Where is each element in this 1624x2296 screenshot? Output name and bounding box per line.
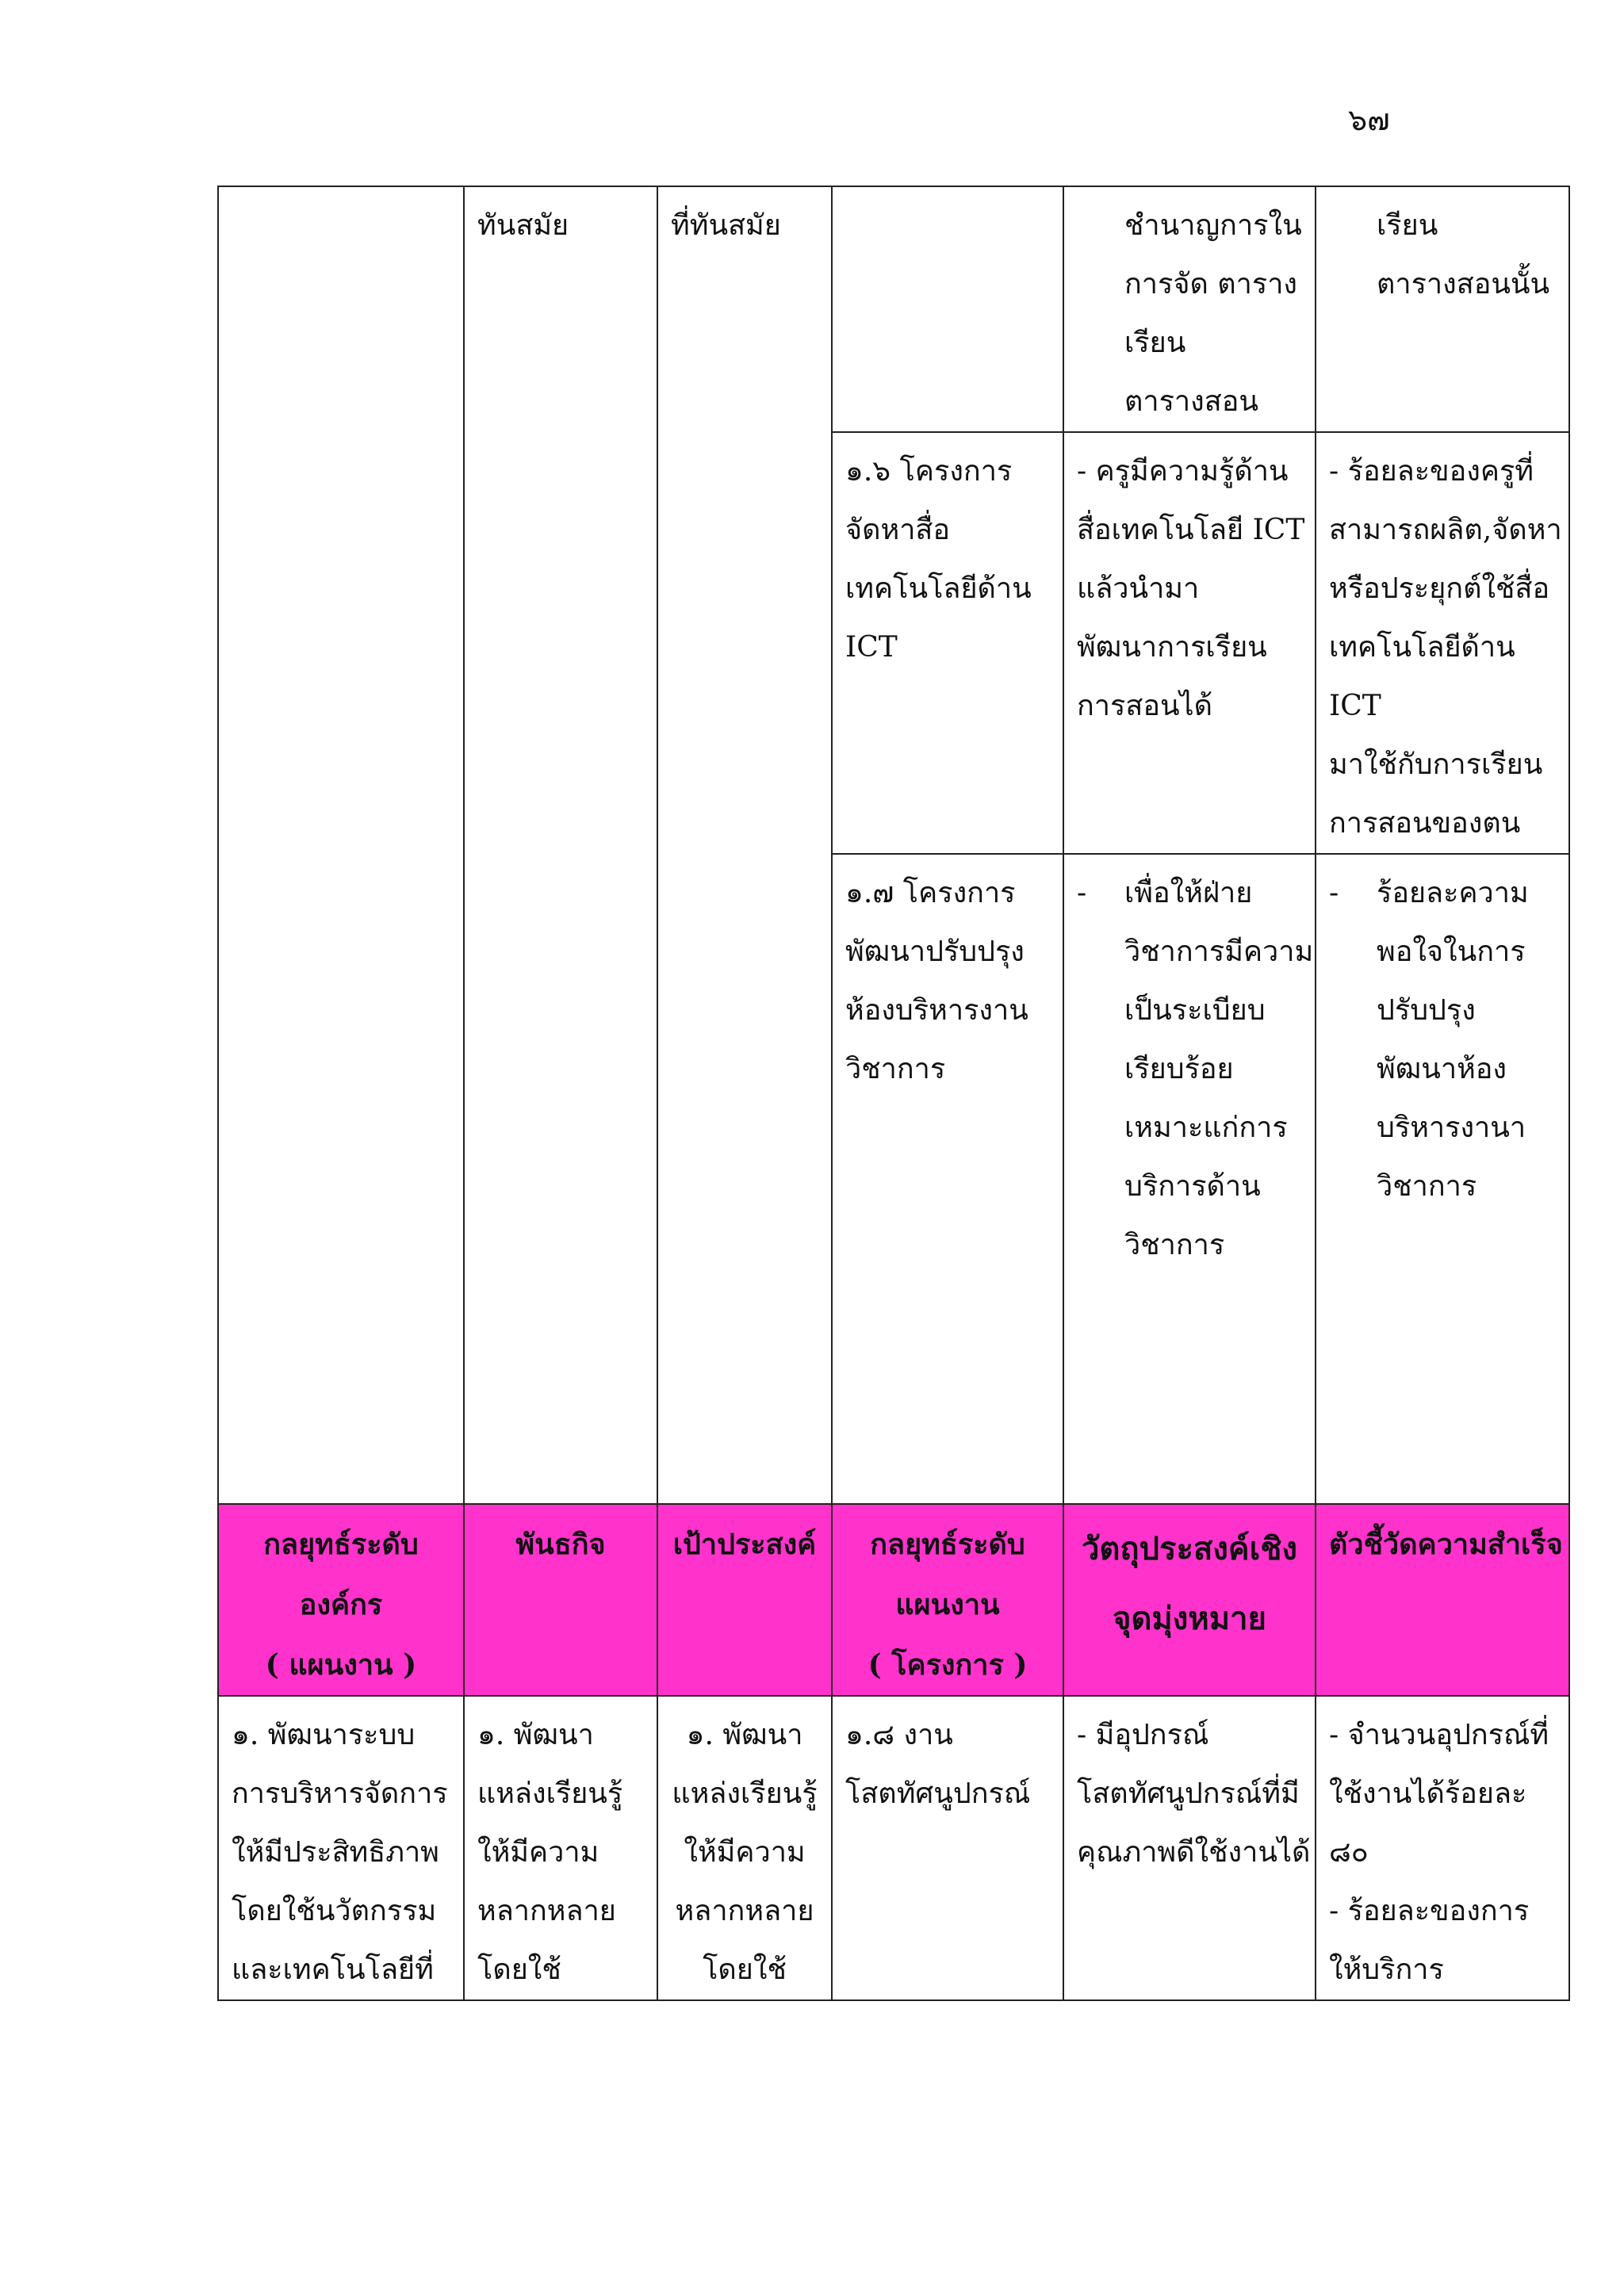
text-line: และเทคโนโลยีที่ <box>232 1954 434 1986</box>
text-line: วิชาการมีความ <box>1124 936 1314 968</box>
text-line: ใช้งานได้ร้อยละ <box>1329 1777 1527 1810</box>
header-mission: พันธกิจ <box>464 1504 657 1696</box>
text-line: ตารางสอนนั้น <box>1377 268 1550 300</box>
text-line: การจัด ตาราง <box>1124 268 1297 300</box>
header-org-strategy <box>218 1504 464 1696</box>
cell-project-1-6-name <box>832 432 1063 854</box>
text-line: ให้บริการ <box>1329 1954 1444 1986</box>
text-line: แล้วนำมา <box>1077 572 1200 605</box>
text-line: เทคโนโลยีด้าน <box>845 572 1032 605</box>
text-line: เทคโนโลยีด้าน <box>1329 631 1515 664</box>
text-line: การสอนของตน <box>1329 807 1521 840</box>
cell-project-1-6-indicator <box>1316 432 1569 854</box>
cell-project-1-6-objective <box>1063 432 1316 854</box>
header-plan-strategy <box>832 1504 1063 1696</box>
text-line: - ร้อยละของการ <box>1329 1895 1530 1927</box>
text-line: ( แผนงาน ) <box>265 1648 417 1682</box>
table-row <box>218 1696 1569 2000</box>
cell-goal-1 <box>657 1696 832 2000</box>
text-line: บริหารงานา <box>1377 1112 1526 1144</box>
text-line: มาใช้กับการเรียน <box>1329 748 1543 781</box>
text-line: คุณภาพดีใช้งานได้ <box>1077 1836 1311 1869</box>
text-line: ๑.๗ โครงการ <box>845 877 1016 909</box>
text-line: องค์กร <box>299 1588 383 1621</box>
text-line: ๑.๘ งาน <box>845 1719 953 1751</box>
text-line: เป็นระเบียบ <box>1124 994 1266 1027</box>
cell-project-1-7-name <box>832 854 1063 1504</box>
text-line: โดยใช้ <box>703 1954 787 1986</box>
cell-project-1-7-indicator: - ร้อยละความ พอใจในการ ปรับปรุง พัฒนาห้อง บริหารงานา วิชาการ <box>1316 854 1569 1504</box>
text-line: ให้มีความ <box>684 1836 806 1869</box>
text-line: วิชาการ <box>1377 1170 1477 1203</box>
indicator-lines <box>1329 197 1556 314</box>
text-line: พัฒนาปรับปรุง <box>845 936 1025 968</box>
text-line: จัดหาสื่อ <box>845 514 951 546</box>
cell-org-strategy-1 <box>218 1696 464 2000</box>
text-line: แผนงาน <box>895 1588 1000 1621</box>
text-line: ให้มีประสิทธิภาพ <box>232 1836 439 1869</box>
text-line: ( โครงการ ) <box>868 1648 1028 1682</box>
text-line: หลากหลาย <box>477 1895 616 1927</box>
text-line: โดยใช้นวัตกรรม <box>232 1895 437 1927</box>
table-header-row <box>218 1504 1569 1696</box>
page-number: ๖๗ <box>1348 102 1390 137</box>
objective-lines <box>1077 197 1302 431</box>
text-line: ปรับปรุง <box>1377 994 1476 1027</box>
text-line: ร้อยละความ <box>1377 877 1529 909</box>
text-line: ๑. พัฒนาระบบ <box>232 1719 416 1751</box>
text-line: ห้องบริหารงาน <box>845 994 1028 1027</box>
text-line: แหล่งเรียนรู้ <box>477 1777 623 1810</box>
header-goal: เป้าประสงค์ <box>657 1504 832 1696</box>
text-line: สามารถผลิต,จัดหา <box>1329 514 1562 546</box>
text-line: พัฒนาห้อง <box>1377 1053 1507 1085</box>
text-line: ตารางสอน <box>1124 385 1258 418</box>
text-line: - จำนวนอุปกรณ์ที่ <box>1329 1719 1549 1751</box>
text-line: โดยใช้ <box>477 1954 561 1986</box>
text-line: ๑. พัฒนา <box>686 1719 803 1751</box>
text-line: ชำนาญการใน <box>1124 209 1302 242</box>
text-line: เพื่อให้ฝ่าย <box>1124 877 1253 909</box>
text-line: พอใจในการ <box>1377 936 1526 968</box>
text-line: สื่อเทคโนโลยี ICT <box>1077 514 1305 546</box>
text-line: - มีอุปกรณ์ <box>1077 1719 1209 1751</box>
text-line: การสอนได้ <box>1077 690 1213 722</box>
cell-indicator-cont <box>1316 186 1569 432</box>
text-line: หรือประยุกต์ใช้สื่อ <box>1329 572 1550 605</box>
text-line: วิชาการ <box>1124 1229 1225 1261</box>
text-line: หลากหลาย <box>675 1895 814 1927</box>
cell-indicator-1-8 <box>1316 1696 1569 2000</box>
text-line: พัฒนาการเรียน <box>1077 631 1267 664</box>
text-line: วิชาการ <box>845 1053 946 1085</box>
text-line: กลยุทธ์ระดับ <box>263 1528 419 1561</box>
strategy-table <box>217 186 1570 2001</box>
header-objective <box>1063 1504 1316 1696</box>
text-line: บริการด้าน <box>1124 1170 1261 1203</box>
cell-mission-1 <box>464 1696 657 2000</box>
text-line: วัตถุประสงค์เชิง <box>1081 1530 1298 1567</box>
text-line: ๘๐ <box>1329 1836 1369 1869</box>
text-line: แหล่งเรียนรู้ <box>672 1777 818 1810</box>
cell-project-1-7-objective: - เพื่อให้ฝ่าย วิชาการมีความ เป็นระเบียบ เรียบร้อย เหมาะแก่การ บริการด้าน วิชาการ <box>1063 854 1316 1504</box>
text-line: ให้มีความ <box>477 1836 599 1869</box>
cell-goal-cont: ที่ทันสมัย <box>657 186 832 1504</box>
text-line: - ครูมีความรู้ด้าน <box>1077 455 1289 488</box>
text-line: ICT <box>845 631 898 664</box>
text-line: กลยุทธ์ระดับ <box>870 1528 1025 1561</box>
cell-mission-cont: ทันสมัย <box>464 186 657 1504</box>
table-row <box>218 186 1569 432</box>
text-line: โสตทัศนูปกรณ์ที่มี <box>1077 1777 1300 1810</box>
text-line: ๑.๖ โครงการ <box>845 455 1013 488</box>
cell-plan-cont <box>832 186 1063 432</box>
cell-objective-cont <box>1063 186 1316 432</box>
cell-objective-1-8 <box>1063 1696 1316 2000</box>
cell-plan-1-8 <box>832 1696 1063 2000</box>
text-line: - ร้อยละของครูที่ <box>1329 455 1534 488</box>
header-indicator: ตัวชี้วัดความสำเร็จ <box>1316 1504 1569 1696</box>
text-line: ICT <box>1329 690 1381 722</box>
text-line: ๑. พัฒนา <box>477 1719 594 1751</box>
cell-org-strategy-cont <box>218 186 464 1504</box>
text-line: เรียบร้อย <box>1124 1053 1234 1085</box>
text-line: เหมาะแก่การ <box>1124 1112 1288 1144</box>
text-line: เรียน <box>1377 209 1438 242</box>
text-line: จุดมุ่งหมาย <box>1113 1600 1266 1637</box>
text-line: การบริหารจัดการ <box>232 1777 448 1810</box>
text-line: โสตทัศนูปกรณ์ <box>845 1777 1031 1810</box>
text-line: เรียน <box>1124 327 1186 359</box>
